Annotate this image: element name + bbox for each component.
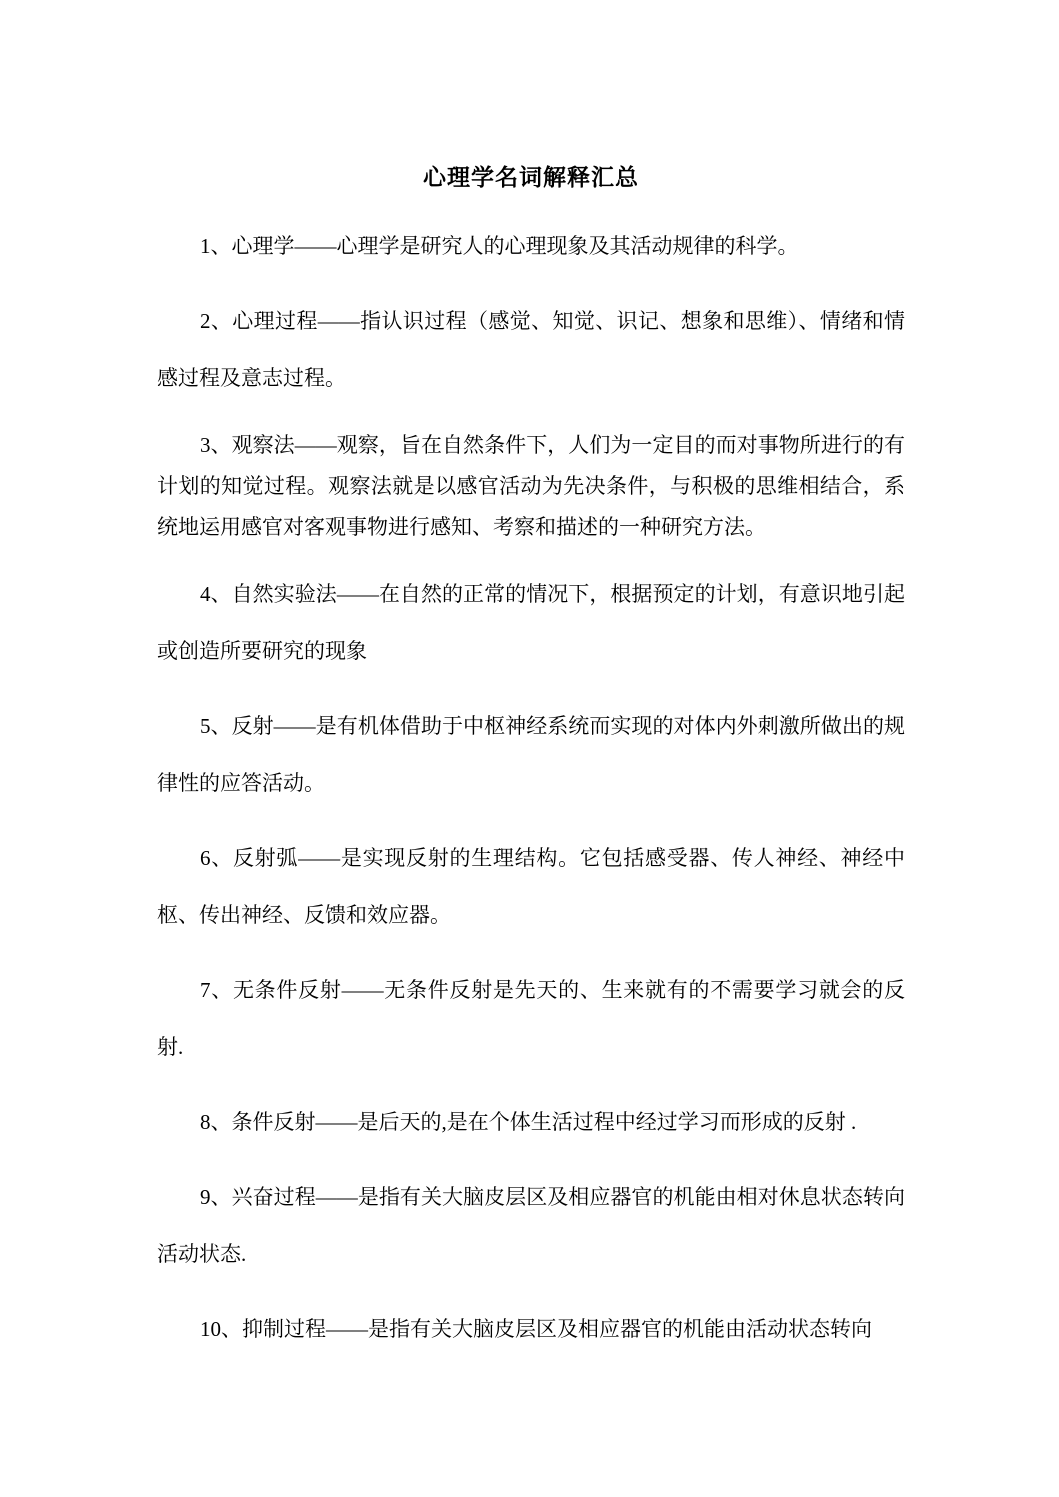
- paragraph-1: 1、心理学——心理学是研究人的心理现象及其活动规律的科学。: [200, 234, 799, 258]
- paragraph-8: 8、条件反射——是后天的,是在个体生活过程中经过学习而形成的反射 .: [200, 1110, 857, 1134]
- paragraph-2: 2、心理过程——指认识过程（感觉、知觉、识记、想象和思维）、情绪和情感过程及意志过程。: [157, 309, 905, 390]
- paragraph-7: 7、无条件反射——无条件反射是先天的、生来就有的不需要学习就会的反射.: [157, 978, 905, 1059]
- paragraph-5: 5、反射——是有机体借助于中枢神经系统而实现的对体内外刺激所做出的规律性的应答活动。: [157, 714, 905, 795]
- paragraph-3: 3、观察法——观察，旨在自然条件下，人们为一定目的而对事物所进行的有计划的知觉过程。观察法就是以感官活动为先决条件，与积极的思维相结合，系统地运用感官对客观事物进行感知、考察和描述的一种研究方法。: [157, 433, 905, 539]
- paragraph-4: 4、自然实验法——在自然的正常的情况下，根据预定的计划，有意识地引起或创造所要研究的现象: [157, 582, 905, 663]
- document-body: [157, 162, 905, 1376]
- paragraph-9: 9、兴奋过程——是指有关大脑皮层区及相应器官的机能由相对休息状态转向活动状态.: [157, 1185, 905, 1266]
- paragraph-6: 6、反射弧——是实现反射的生理结构。它包括感受器、传人神经、神经中枢、传出神经、反馈和效应器。: [157, 846, 905, 927]
- document-title: 心理学名词解释汇总: [423, 165, 639, 190]
- paragraph-10: 10、抑制过程——是指有关大脑皮层区及相应器官的机能由活动状态转向: [200, 1317, 872, 1341]
